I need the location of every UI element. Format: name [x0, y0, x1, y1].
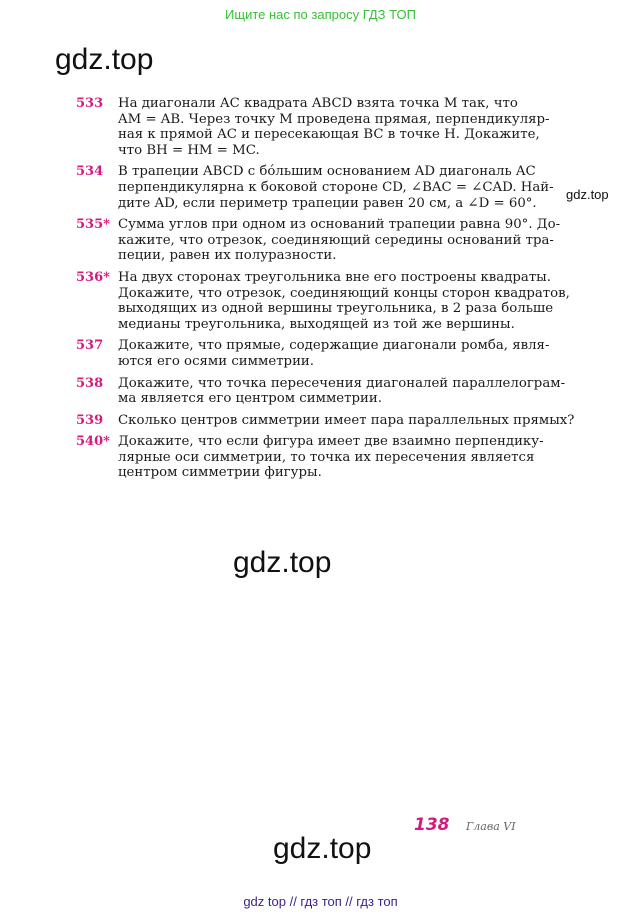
- problem-text: Докажите, что если фигура имеет две взаимно перпендику- лярные оси симметрии, то точка их пересечения является центром симметрии фигуры.: [118, 434, 544, 481]
- watermark-text: gdz.top: [273, 832, 372, 865]
- problem-item: [76, 270, 588, 332]
- problem-item: [76, 217, 588, 264]
- problem-text: На диагонали AC квадрата ABCD взята точка M так, что AM = AB. Через точку M проведена прямая, перпендикуляр- ная к прямой AC и пересекающая BC в точке H. Докажите, что BH = HM = MC.: [118, 96, 550, 158]
- problem-item: [76, 376, 588, 407]
- chapter-label: Глава VI: [466, 820, 516, 833]
- problem-item: [76, 164, 588, 211]
- problem-text: Сколько центров симметрии имеет пара параллельных прямых?: [118, 412, 575, 428]
- problem-number: 537: [76, 338, 104, 354]
- problem-item: [76, 413, 588, 429]
- watermark-text: gdz.top: [233, 546, 332, 579]
- problem-item: [76, 338, 588, 369]
- watermark-text: gdz.top: [566, 187, 609, 202]
- problem-text: Сумма углов при одном из оснований трапеции равна 90°. До- кажите, что отрезок, соединяющий середины оснований тра- пеции, равен их полуразности.: [118, 217, 561, 264]
- problem-number: 534: [76, 164, 104, 180]
- problem-number: 536*: [76, 269, 110, 285]
- problem-number: 533: [76, 96, 104, 111]
- problem-text: В трапеции ABCD с бóльшим основанием AD диагональ AC перпендикулярна к боковой стороне CD, ∠BAC = ∠CAD. Най- дите AD, если периметр трапеции равен 20 см, а ∠D = 60°.: [118, 164, 554, 211]
- watermark-text: gdz.top: [55, 43, 154, 76]
- problem-item: [76, 434, 588, 481]
- problem-list: [76, 96, 588, 487]
- problem-text: На двух сторонах треугольника вне его построены квадраты. Докажите, что отрезок, соединяющий концы сторон квадратов, выходящих из одной вершины треугольника, в 2 раза больше медианы треугольника, выходящей из той же вершины.: [118, 269, 570, 332]
- problem-text: Докажите, что прямые, содержащие диагонали ромба, явля- ются его осями симметрии.: [118, 338, 550, 369]
- footer-links[interactable]: gdz top // гдз топ // гдз топ: [243, 894, 398, 909]
- problem-number: 535*: [76, 217, 110, 233]
- problem-number: 539: [76, 412, 104, 428]
- problem-item: [76, 96, 588, 158]
- top-banner-link[interactable]: Ищите нас по запросу ГДЗ ТОП: [225, 7, 416, 22]
- page-number: 138: [414, 815, 450, 835]
- problem-number: 540*: [76, 434, 110, 450]
- problem-text: Докажите, что точка пересечения диагоналей параллелограм- ма является его центром симметрии.: [118, 375, 566, 407]
- problem-number: 538: [76, 375, 104, 391]
